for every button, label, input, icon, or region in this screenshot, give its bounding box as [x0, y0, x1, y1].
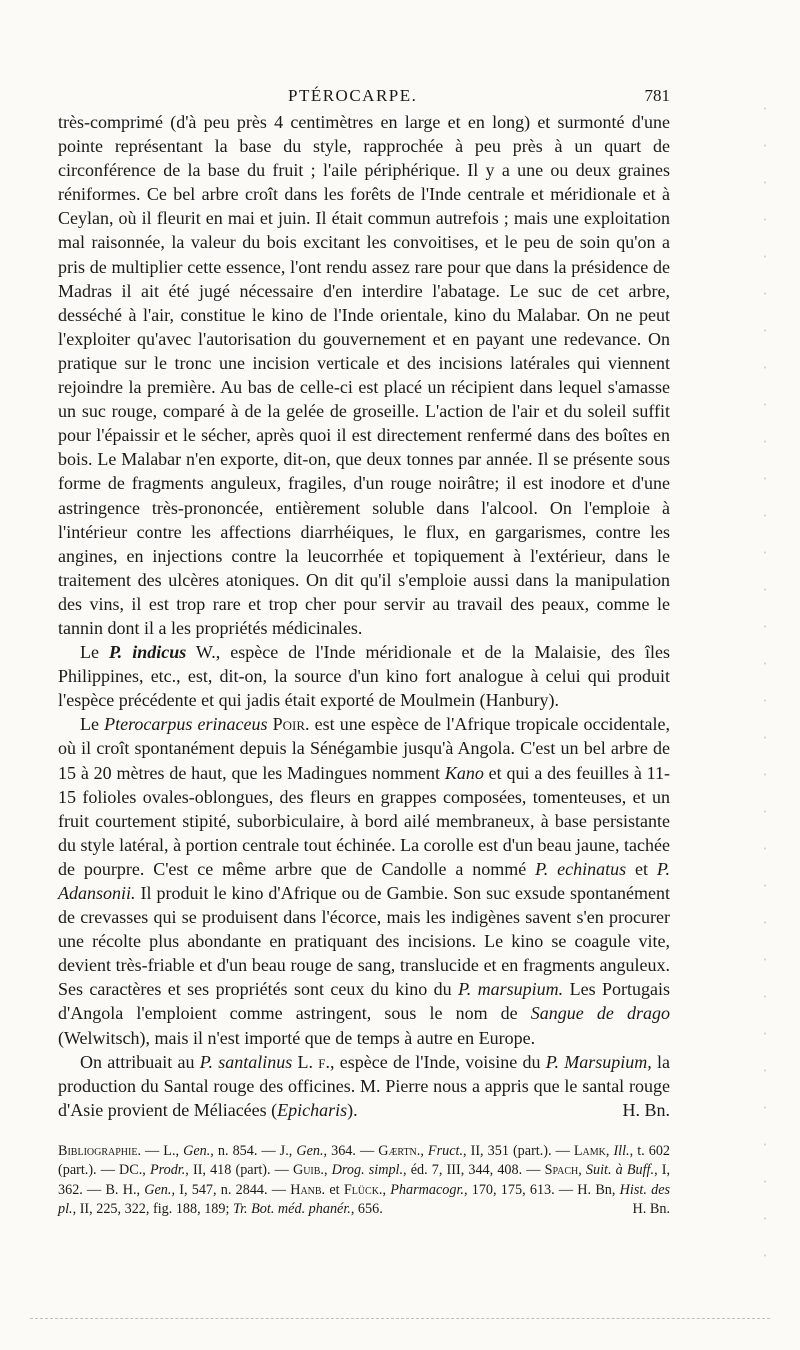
- small-caps-run: Poir.: [272, 714, 310, 735]
- italic-run: Prodr.: [149, 1162, 186, 1179]
- small-caps-run: Gærtn.: [378, 1142, 421, 1159]
- author-signature: H. Bn.: [622, 1099, 670, 1120]
- italic-run: Sangue de drago: [530, 1003, 670, 1024]
- bottom-edge-rule: [30, 1318, 770, 1319]
- bold-italic-run: P. indicus: [109, 642, 187, 663]
- text-run: , II, 418 (part). —: [185, 1162, 293, 1179]
- paragraph-p3: [58, 712, 670, 1049]
- text-run: ,: [323, 1162, 332, 1179]
- bibliography-signature: H. Bn.: [632, 1200, 670, 1217]
- italic-run: P. marsupium.: [458, 979, 564, 1000]
- text-run: Il produit le kino d'Afrique ou de Gambie. Son suc exsude spontanément de crevasses qui se produisent dans l'écorce, mais les indigènes savent s'en procurer une récolte plus abondante en pratiquant des incisions. Le kino se coagule vite, devient très-friable et d'un beau rouge de sang, translucide et en fragments anguleux. Ses caractères et ses propriétés sont ceux du kino du: [58, 883, 670, 1000]
- text-run: la production du Santal rouge des officines. M. Pierre nous a appris que le santal rouge d'Asie provient de Méliacées (: [58, 1051, 671, 1120]
- italic-run: Gen.: [296, 1142, 324, 1159]
- paragraph-p1: [58, 110, 670, 640]
- small-caps-run: Hanb.: [290, 1181, 326, 1198]
- text-run: ,: [578, 1162, 586, 1179]
- italic-run: P. Adansonii.: [58, 858, 670, 903]
- italic-run: Epicharis: [277, 1099, 348, 1120]
- running-header: [288, 86, 670, 106]
- small-caps-run: f.: [318, 1051, 331, 1072]
- text-run: On attribuait au: [80, 1051, 200, 1072]
- body-text: [58, 110, 670, 1122]
- italic-run: Tr. Bot. méd. phanér.: [232, 1200, 351, 1217]
- italic-run: Fruct.: [427, 1142, 463, 1159]
- italic-run: Gen.: [183, 1142, 211, 1159]
- text-run: , éd. 7, III, 344, 408. —: [403, 1162, 545, 1179]
- text-run: , espèce de l'Inde, voisine du: [330, 1051, 546, 1072]
- italic-run: Hist. des pl.: [58, 1181, 671, 1217]
- book-page: [58, 86, 670, 1219]
- text-run: ,: [382, 1181, 391, 1198]
- text-run: Le: [80, 642, 109, 663]
- text-run: — L.,: [141, 1142, 184, 1159]
- text-run: L.: [292, 1051, 319, 1072]
- text-run: W., espèce de l'Inde méridionale et de la Malaisie, des îles Philippines, etc., est, dit-on, la source d'un kino fort analogue à celui qui produit l'espèce précédente et qui jadis était exporté de Moulmein (Hanbury).: [58, 642, 670, 711]
- text-run: ).: [347, 1099, 358, 1120]
- page-number: 781: [644, 86, 670, 105]
- text-run: , 656.: [350, 1200, 383, 1217]
- italic-run: P. Marsupium,: [545, 1051, 652, 1072]
- small-caps-run: Guib.: [292, 1162, 324, 1179]
- text-run: , t. 602 (part.). — DC.,: [58, 1142, 671, 1179]
- italic-run: P. santalinus: [199, 1051, 293, 1072]
- text-run: , 364. —: [323, 1142, 379, 1159]
- italic-run: Gen.: [144, 1181, 172, 1198]
- text-run: ,: [605, 1142, 614, 1159]
- small-caps-run: Lamk: [573, 1142, 606, 1159]
- text-run: , n. 854. — J.,: [210, 1142, 297, 1159]
- italic-run: Pterocarpus erinaceus: [104, 714, 268, 735]
- text-run: , I, 362. — B. H.,: [58, 1162, 671, 1198]
- small-caps-run: Bibliographie.: [58, 1142, 142, 1159]
- text-run: Les Portugais d'Angola l'emploient comme astringent, sous le nom de: [58, 979, 670, 1024]
- text-run: ,: [420, 1142, 428, 1159]
- italic-run: Suit. à Buff.: [585, 1162, 655, 1179]
- small-caps-run: Spach: [544, 1162, 579, 1179]
- text-run: (Welwitsch), mais il n'est importé que de temps à autre en Europe.: [58, 1027, 536, 1048]
- text-run: est une espèce de l'Afrique tropicale occidentale, où il croît spontanément depuis la Sénégambie jusqu'à Angola. C'est un bel arbre de 15 à 20 mètres de haut, que les Madingues nomment: [58, 714, 670, 783]
- italic-run: Drog. simpl.: [331, 1162, 404, 1179]
- italic-run: P. echinatus: [535, 858, 627, 879]
- italic-run: Ill.: [613, 1142, 630, 1159]
- text-run: et: [325, 1181, 344, 1198]
- text-run: , I, 547, n. 2844. —: [171, 1181, 291, 1198]
- small-caps-run: Flück.: [343, 1181, 383, 1198]
- text-run: et qui a des feuilles à 11-15 folioles ovales-oblongues, des fleurs en grappes composées, tomenteuses, et un fruit courtement stipité, suborbiculaire, à bord ailé membraneux, à base persistante du style latéral, à portion centrale tout échinée. La corolle est d'un beau jaune, tachée de pourpre. C'est ce même arbre que de Candolle a nommé: [58, 762, 670, 879]
- text-run: , II, 351 (part.). —: [463, 1142, 574, 1159]
- page-edge-speckle: [758, 90, 778, 1270]
- running-title: PTÉROCARPE.: [288, 86, 418, 105]
- paragraph-p2: [58, 640, 670, 712]
- italic-run: Pharmacogr.: [390, 1181, 464, 1198]
- text-run: très-comprimé (d'à peu près 4 centimètres en large et en long) et surmonté d'une pointe représentant la base du style, rapprochée à peu près à un quart de circonférence de la base du fruit ; l'aile périphérique. Il y a une ou deux graines réniformes. Ce bel arbre croît dans les forêts de l'Inde centrale et méridionale et à Ceylan, où il fleurit en mai et juin. Il était commun autrefois ; mais une exploitation mal raisonnée, la valeur du bois excitant les convoitises, et le peu de soin qu'on a pris de multiplier cette essence, l'ont rendu assez rare pour que dans la présidence de Madras il ait été jugé nécessaire d'en interdire l'abatage. Le suc de cet arbre, desséché à l'air, constitue le kino de l'Inde orientale, kino du Malabar. On ne peut l'exploiter qu'avec l'autorisation du gouvernement et en payant une redevance. On pratique sur le tronc une incision verticale et des incisions latérales qui viennent rejoindre la première. Au bas de celle-ci est placé un récipient dans lequel s'amasse un suc rouge, comparé à de la gelée de groseille. L'action de l'air et du soleil suffit pour l'épaissir et le sécher, après quoi il est directement renfermé dans des boîtes en bois. Le Malabar n'en exporte, dit-on, que deux tonnes par année. Il se présente sous forme de fragments anguleux, fragiles, d'un rouge noirâtre; il est inodore et d'une astringence très-prononcée, entièrement soluble dans l'alcool. On l'emploie à l'intérieur contre les affections diarrhéiques, le flux, en gargarismes, contre les angines, en injections contre la leucorrhée et topiquement à l'extérieur, dans le traitement des ulcères atoniques. On dit qu'il s'emploie aussi dans la manipulation des vins, il est trop rare et trop cher pour servir au travail des peaux, comme le tannin dont il a les propriétés médicinales.: [58, 112, 670, 638]
- paragraph-p4: [58, 1050, 670, 1122]
- text-run: , 170, 175, 613. — H. Bn,: [463, 1181, 620, 1198]
- text-run: , II, 225, 322, fig. 188, 189;: [72, 1200, 233, 1217]
- bibliography: [58, 1142, 670, 1219]
- text-run: et: [626, 858, 657, 879]
- text-run: Le: [80, 714, 105, 735]
- italic-run: Kano: [444, 762, 484, 783]
